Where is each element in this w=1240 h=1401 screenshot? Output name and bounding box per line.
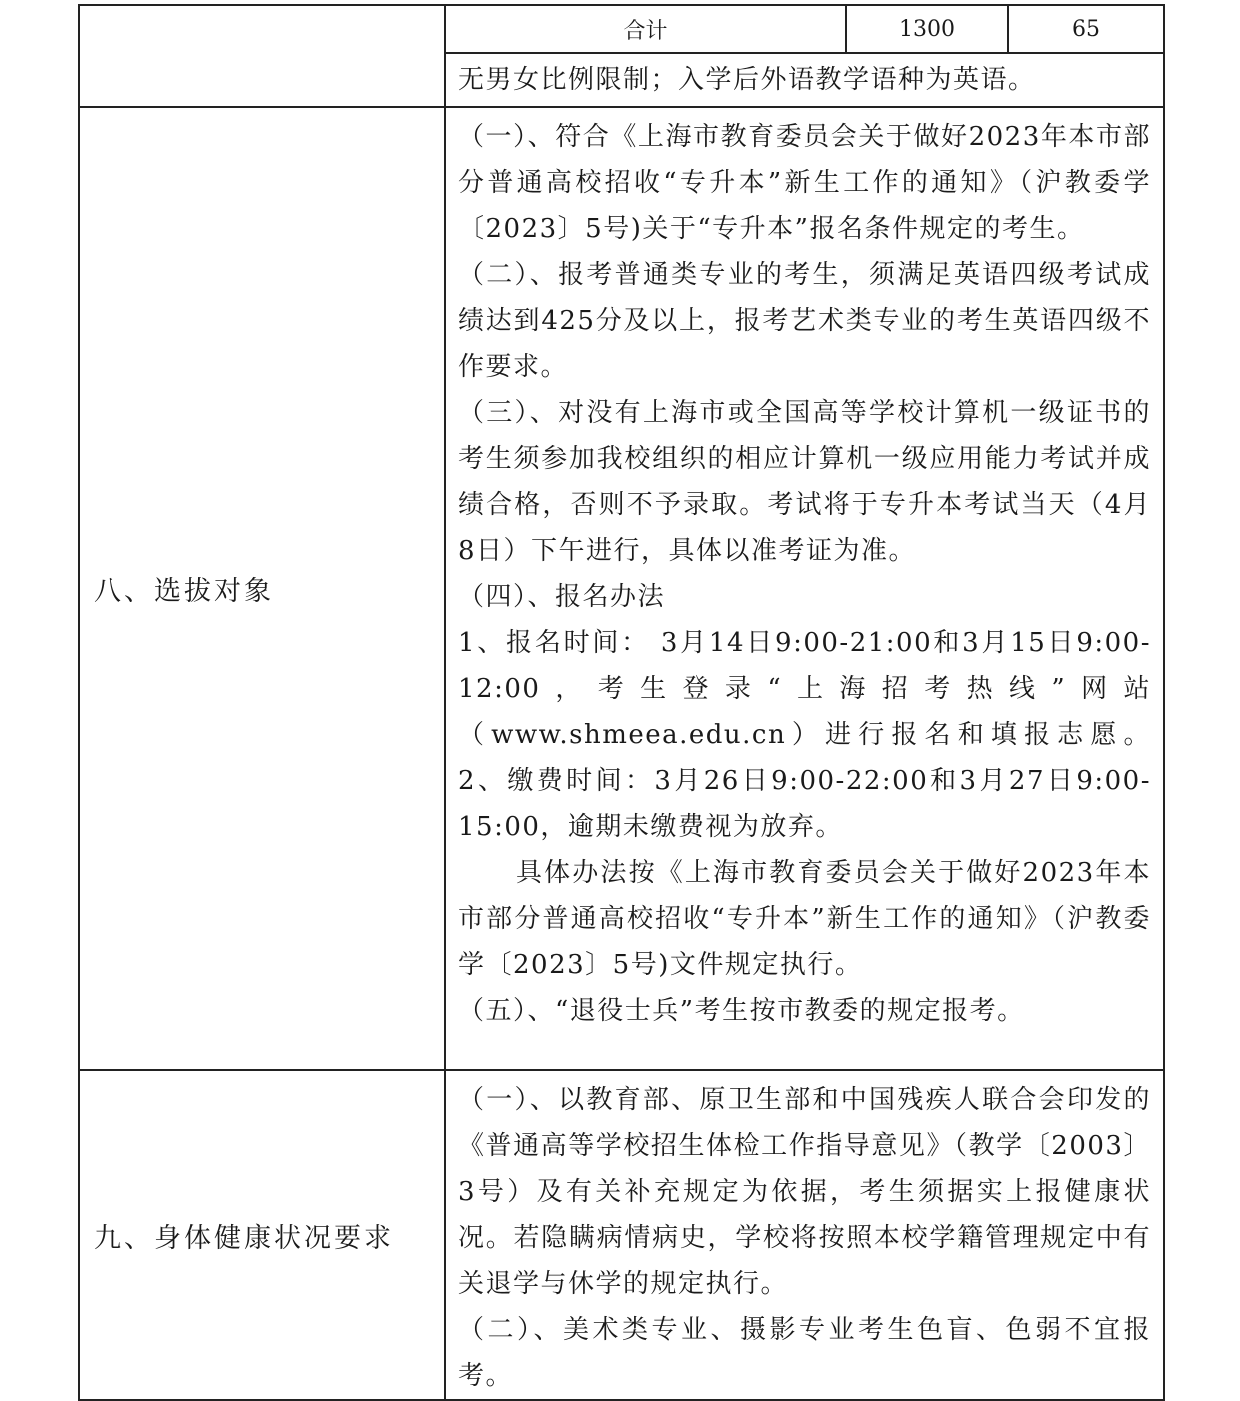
total-school-value: 65 (1008, 6, 1163, 53)
section-9-label-cell (79, 1070, 445, 1400)
total-label: 合计 (446, 6, 846, 53)
section-8-item-7: 具体办法按《上海市教育委员会关于做好2023年本市部分普通高校招收“专升本”新生工作的通知》（沪教委学〔2023〕5号)文件规定执行。 (458, 858, 1151, 980)
section-8-item-4: （四）、报名办法 (458, 582, 666, 612)
section-8-item-5: 1、报名时间： 3月14日9:00-21:00和3月15日9:00-12:00，考生登录“上海招考热线”网站（www.shmeea.edu.cn）进行报名和填报志愿。 (458, 628, 1151, 750)
total-plan-value: 1300 (846, 6, 1008, 53)
quota-cell (445, 5, 1164, 107)
quota-total-row (79, 5, 1164, 107)
section-8-label: 八、选拔对象 (94, 576, 274, 607)
section-9-row (79, 1070, 1164, 1400)
section-9-item-1: （一）、以教育部、原卫生部和中国残疾人联合会印发的《普通高等学校招生体检工作指导意见》（教学〔2003〕3号）及有关补充规定为依据，考生须据实上报健康状况。若隐瞒病情病史，学校将按照本校学籍管理规定中有关退学与休学的规定执行。 (458, 1085, 1151, 1299)
section-9-label: 九、身体健康状况要求 (94, 1222, 394, 1254)
section-8-item-1: （一）、符合《上海市教育委员会关于做好2023年本市部分普通高校招收“专升本”新生工作的通知》（沪教委学〔2023〕5号)关于“专升本”报名条件规定的考生。 (458, 122, 1151, 244)
section-8-item-3: （三）、对没有上海市或全国高等学校计算机一级证书的考生须参加我校组织的相应计算机一级应用能力考试并成绩合格，否则不予录取。考试将于专升本考试当天（4月8日）下午进行，具体以准考证为准。 (458, 398, 1151, 566)
quota-subtable (446, 6, 1163, 54)
section-8-content-cell (445, 107, 1164, 1070)
section-9-content-cell (445, 1070, 1164, 1400)
section-8-label-cell (79, 107, 445, 1070)
section-8-content (446, 108, 1163, 1034)
section-8-row (79, 107, 1164, 1070)
empty-label-cell (79, 5, 445, 107)
section-8-item-6: 2、缴费时间：3月26日9:00-22:00和3月27日9:00-15:00，逾期未缴费视为放弃。 (458, 766, 1151, 842)
admission-table (78, 4, 1165, 1401)
quota-note: 无男女比例限制；入学后外语教学语种为英语。 (458, 65, 1036, 95)
section-8-item-2: （二）、报考普通类专业的考生，须满足英语四级考试成绩达到425分及以上，报考艺术类专业的考生英语四级不作要求。 (458, 260, 1151, 382)
section-8-item-8: （五）、“退役士兵”考生按市教委的规定报考。 (458, 996, 1025, 1026)
section-9-item-2: （二）、美术类专业、摄影专业考生色盲、色弱不宜报考。 (458, 1315, 1151, 1391)
section-9-content (446, 1071, 1163, 1399)
